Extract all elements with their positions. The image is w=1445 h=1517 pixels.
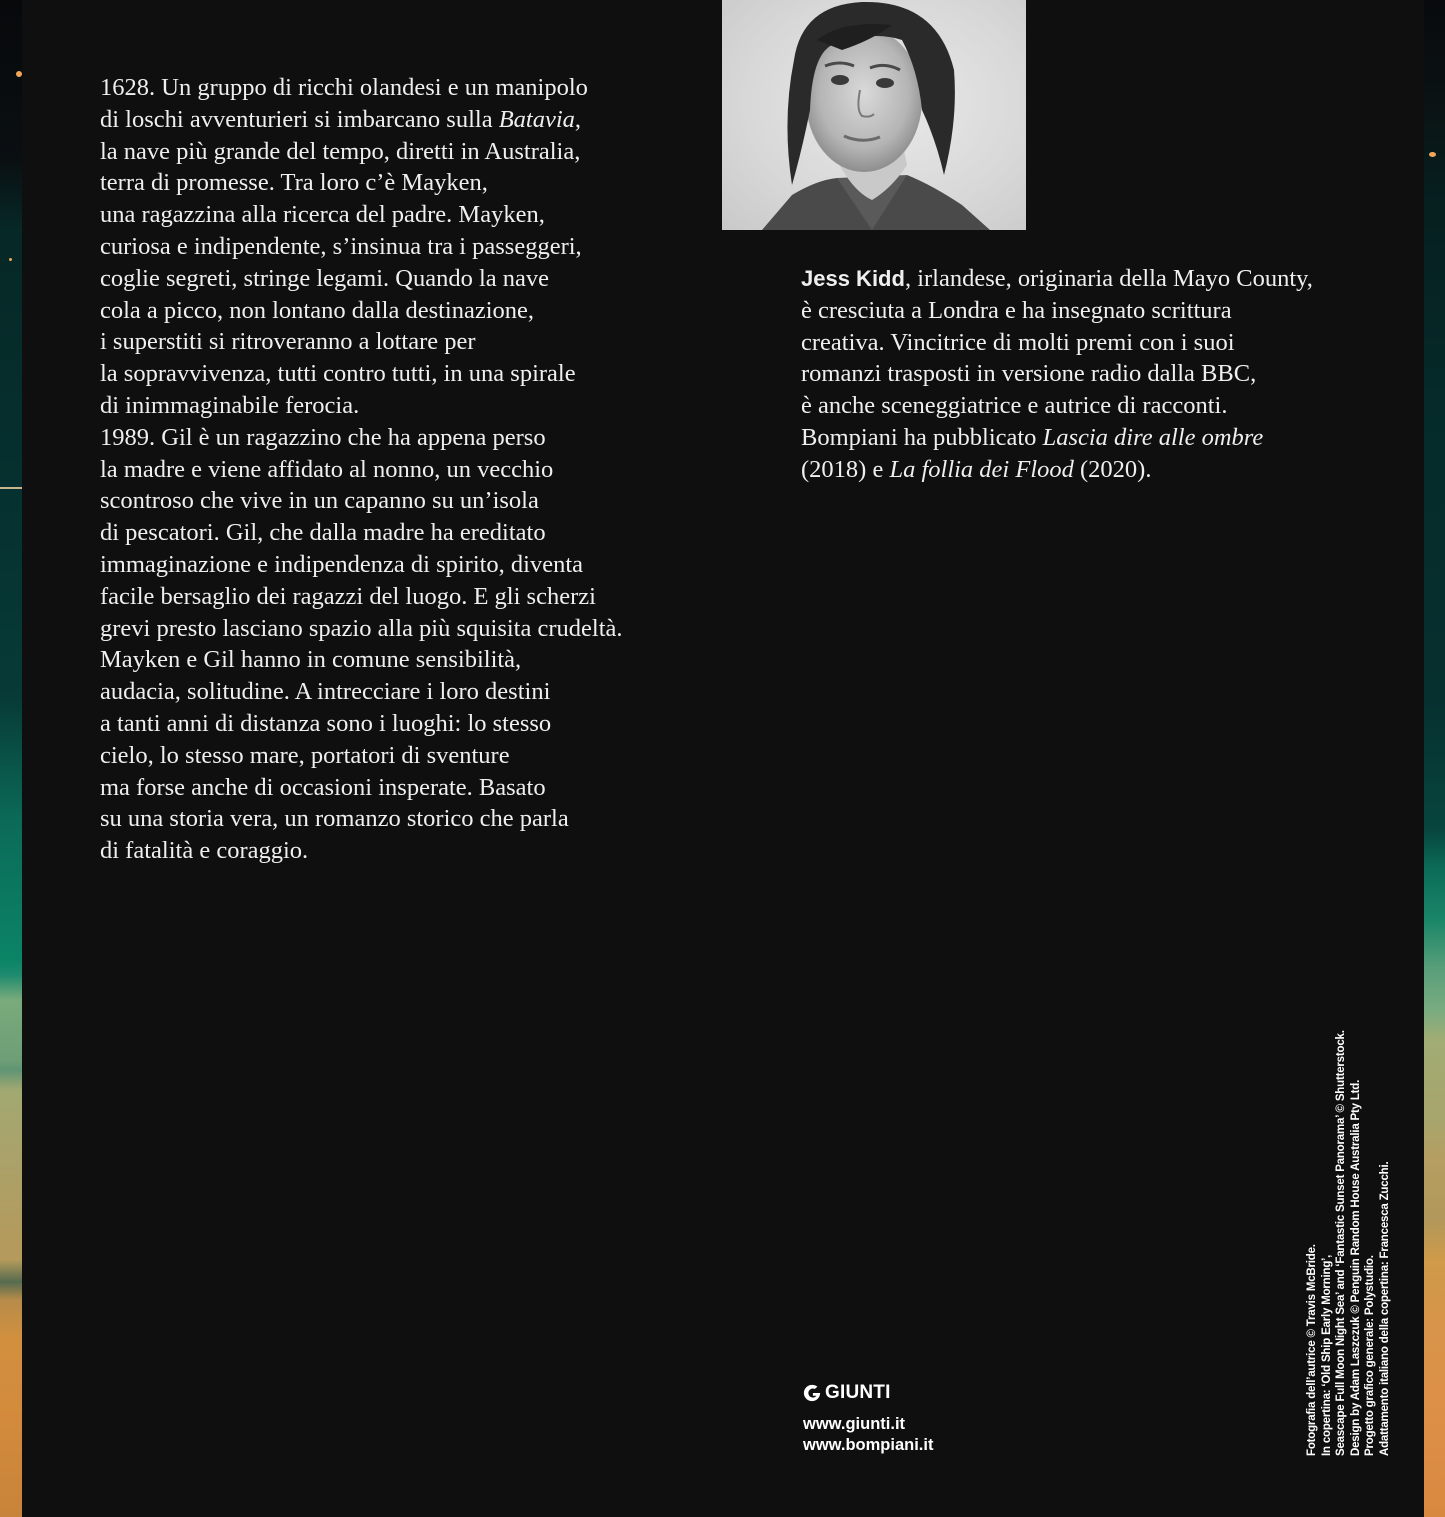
credit-line: Adattamento italiano della copertina: Francesca Zucchi. [1378,1161,1391,1456]
synopsis-line: di inimmaginabile ferocia. [100,391,360,419]
bio-line: Bompiani ha pubblicato Lascia dire alle ombre [801,423,1264,451]
bio-line: (2018) e La follia dei Flood (2020). [801,455,1152,483]
publisher-block [803,1382,933,1456]
giunti-logo-text: GIUNTI [825,1382,891,1403]
credit-line: Progetto grafico generale: Polystudio. [1364,1255,1376,1456]
bio-line: romanzi trasposti in versione radio dalla BBC, [801,360,1257,388]
giunti-website-link[interactable]: www.giunti.it [803,1415,906,1433]
synopsis-line: facile bersaglio dei ragazzi del luogo. E gli scherzi [100,582,596,610]
synopsis-line: scontroso che vive in un capanno su un’isola [100,487,539,515]
star-dot-icon [1429,152,1436,157]
credit-line: Seascape Full Moon Night Sea’ and ‘Fantastic Sunset Panorama’ © Shutterstock. [1335,1030,1347,1456]
synopsis-line: coglie segreti, stringe legami. Quando la nave [100,264,550,292]
bio-line: è cresciuta a Londra e ha insegnato scrittura [801,296,1232,324]
synopsis-line: di loschi avventurieri si imbarcano sulla Batavia, [100,105,582,133]
author-name: Jess Kidd [801,266,905,291]
author-photo [722,0,1026,230]
synopsis-line: immaginazione e indipendenza di spirito, diventa [100,550,584,578]
synopsis-text [100,72,680,867]
synopsis-line: i superstiti si ritroveranno a lottare per [100,328,476,356]
cover-art-left-edge [0,0,22,1517]
synopsis-line: Mayken e Gil hanno in comune sensibilità, [100,646,522,674]
synopsis-line: la nave più grande del tempo, diretti in Australia, [100,137,581,165]
giunti-logo [803,1382,933,1404]
synopsis-line: audacia, solitudine. A intrecciare i loro destini [100,678,551,706]
synopsis-line: terra di promesse. Tra loro c’è Mayken, [100,169,488,197]
synopsis-line: una ragazzina alla ricerca del padre. Mayken, [100,201,545,229]
star-dot-icon [16,71,22,77]
credit-line: Design by Adam Laszczuk © Penguin Random House Australia Pty Ltd. [1349,1079,1362,1456]
synopsis-line: curiosa e indipendente, s’insinua tra i passeggeri, [100,232,582,260]
bompiani-website-link[interactable]: www.bompiani.it [803,1436,934,1454]
ship-name-italic: Batavia [498,105,575,133]
synopsis-line: di fatalità e coraggio. [100,837,309,865]
synopsis-line: ma forse anche di occasioni insperate. Basato [100,773,546,801]
synopsis-line: la sopravvivenza, tutti contro tutti, in una spirale [100,360,576,388]
bio-line: Jess Kidd, irlandese, originaria della Mayo County, [801,265,1313,292]
bio-line: è anche sceneggiatrice e autrice di racconti. [801,392,1228,420]
horizon-line [0,487,22,489]
synopsis-line: di pescatori. Gil, che dalla madre ha ereditato [100,519,546,547]
star-dot-icon [9,258,12,261]
synopsis-line: grevi presto lasciano spazio alla più squisita crudeltà. [100,614,623,642]
book-title-italic: Lascia dire alle ombre [1042,423,1264,451]
synopsis-line: la madre e viene affidato al nonno, un vecchio [100,455,554,483]
synopsis-line: cielo, lo stesso mare, portatori di sventure [100,741,510,769]
synopsis-line: 1628. Un gruppo di ricchi olandesi e un manipolo [100,74,588,101]
bio-line: creativa. Vincitrice di molti premi con i suoi [801,328,1235,356]
credit-line: In copertina: ‘Old Ship Early Morning’, [1320,1254,1333,1456]
giunti-g-icon [803,1384,821,1402]
cover-art-right-edge [1424,0,1445,1517]
synopsis-line: cola a picco, non lontano dalla destinazione, [100,296,535,324]
synopsis-line: a tanti anni di distanza sono i luoghi: lo stesso [100,709,552,737]
portrait-illustration [722,0,1026,230]
credit-line: Fotografia dell’autrice © Travis McBride. [1306,1244,1318,1456]
cover-credits [1305,1030,1392,1456]
book-title-italic: La follia dei Flood [889,455,1074,483]
synopsis-line: su una storia vera, un romanzo storico che parla [100,805,569,833]
author-bio [801,263,1381,486]
synopsis-line: 1989. Gil è un ragazzino che ha appena perso [100,423,546,451]
